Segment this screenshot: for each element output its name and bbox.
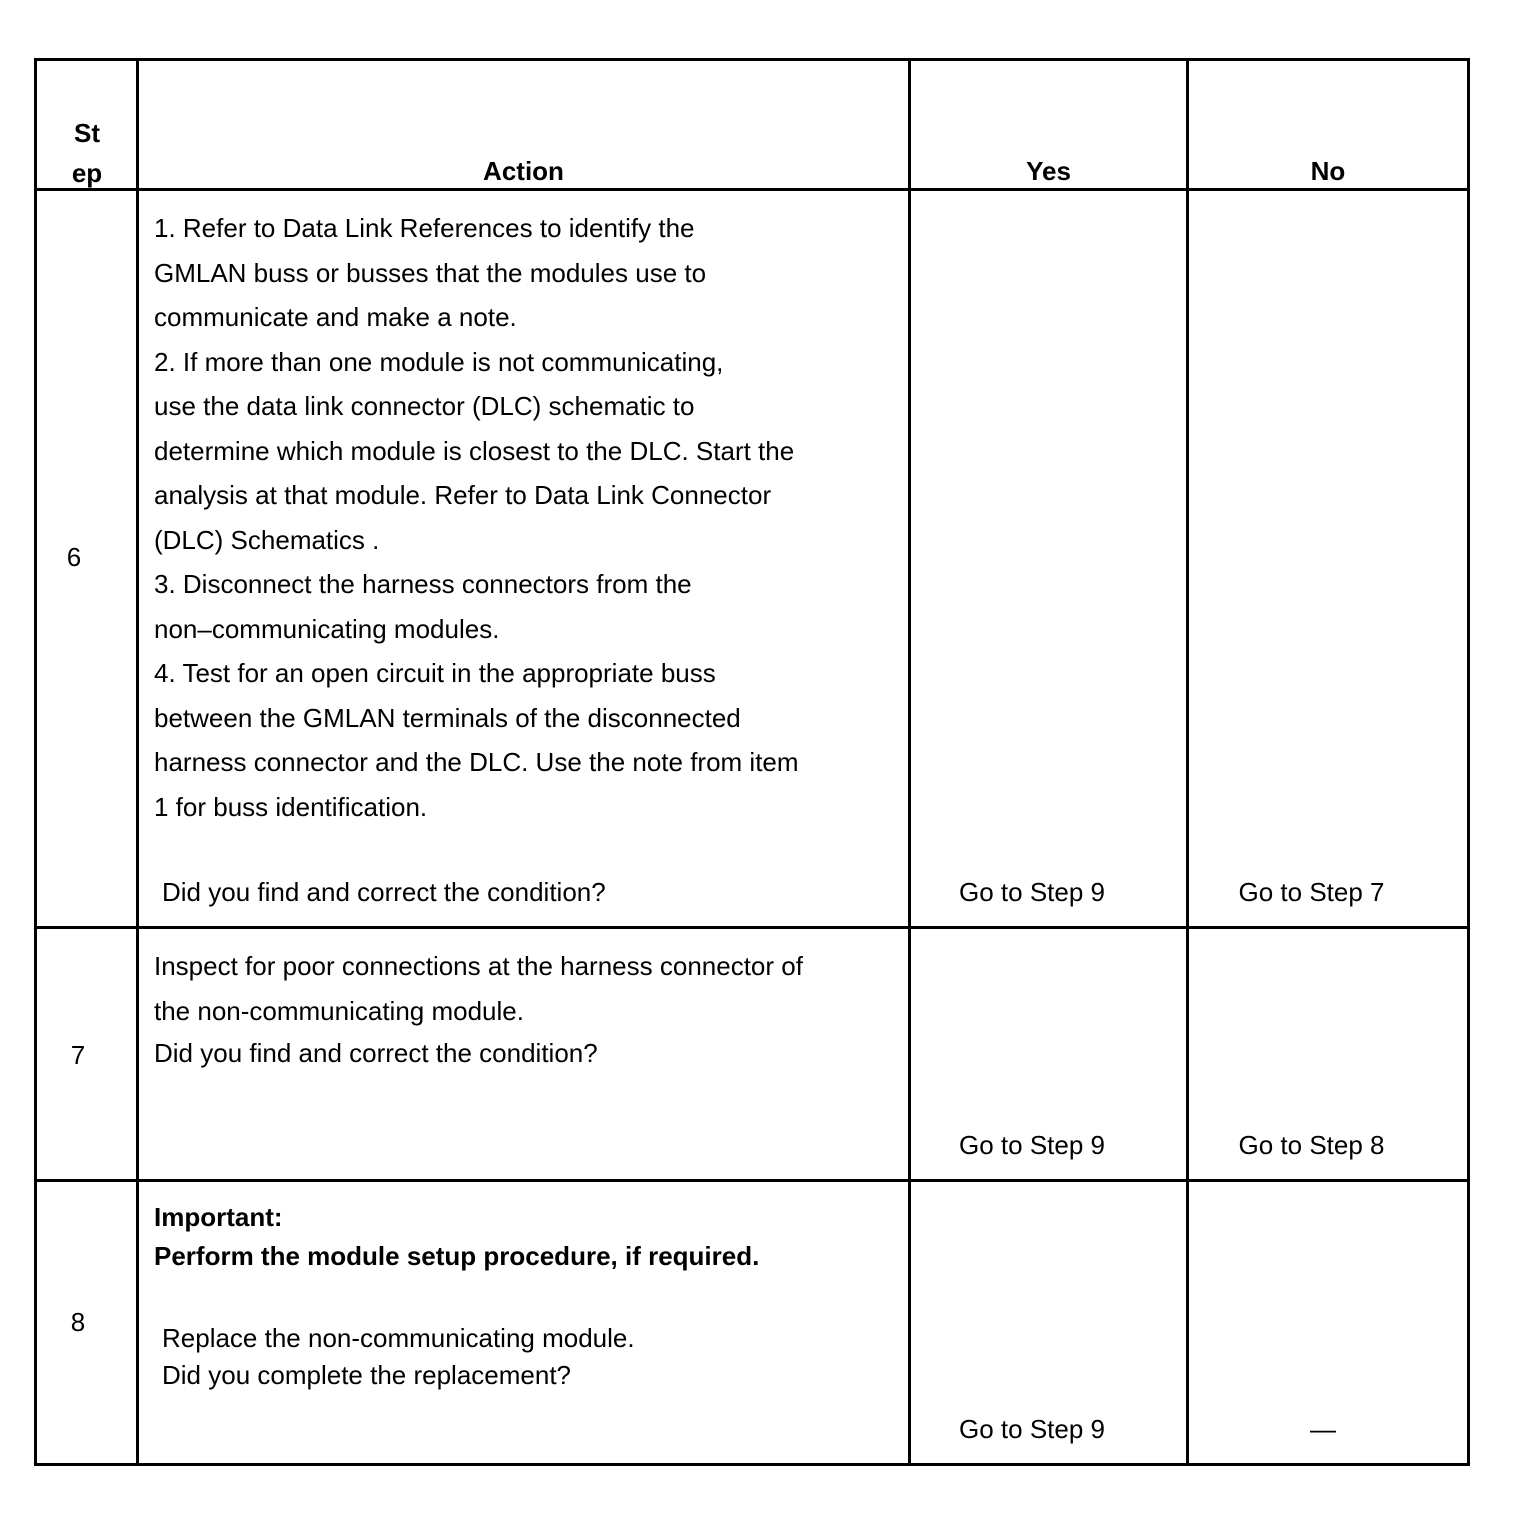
- header-step-line2: ep: [71, 158, 103, 188]
- step-6-question: Did you find and correct the condition?: [162, 877, 606, 907]
- row-divider-6-7: [34, 926, 1470, 929]
- step-number-7: 7: [70, 1040, 86, 1070]
- step-6-line: analysis at that module. Refer to Data Link Connector: [154, 480, 772, 510]
- step-8-line: Replace the non-communicating module.: [162, 1323, 635, 1353]
- header-no: No: [1310, 156, 1346, 186]
- step-7-line: Did you find and correct the condition?: [154, 1038, 598, 1068]
- step-6-line: communicate and make a note.: [154, 302, 517, 332]
- step-6-line: GMLAN buss or busses that the modules use to: [154, 257, 707, 288]
- step-6-line: 1 for buss identification.: [154, 791, 428, 822]
- step-7-action: [154, 944, 803, 1073]
- step-7-line: Inspect for poor connections at the harness connector of: [154, 951, 803, 981]
- step-6-action: [154, 206, 799, 829]
- step-8-action: [162, 1320, 635, 1394]
- header-yes: Yes: [1026, 156, 1071, 186]
- diagnostic-table: [34, 58, 1470, 1466]
- step-8-yes: Go to Step 9: [959, 1414, 1105, 1444]
- step-8-line: Did you complete the replacement?: [162, 1360, 572, 1390]
- important-text: Perform the module setup procedure, if required.: [154, 1241, 760, 1271]
- column-divider-step: [136, 58, 139, 1466]
- header-step: [37, 113, 137, 193]
- step-number-6: 6: [66, 542, 82, 572]
- step-6-line: non–communicating modules.: [154, 613, 500, 644]
- table-border-left: [34, 58, 37, 1466]
- table-border-bottom: [34, 1463, 1470, 1466]
- step-6-line: between the GMLAN terminals of the disconnected: [154, 702, 741, 733]
- step-number-8: 8: [70, 1307, 86, 1337]
- step-6-line: 1. Refer to Data Link References to identify the: [154, 213, 695, 243]
- header-step-line1: St: [74, 118, 100, 148]
- header-divider: [34, 188, 1470, 191]
- table-border-top: [34, 58, 1470, 61]
- step-7-yes: Go to Step 9: [959, 1130, 1105, 1160]
- column-divider-yes: [1186, 58, 1189, 1466]
- step-6-line: determine which module is closest to the DLC. Start the: [154, 435, 795, 466]
- row-divider-7-8: [34, 1179, 1470, 1182]
- important-label: Important:: [154, 1202, 283, 1232]
- step-8-important: [154, 1199, 759, 1275]
- step-6-no: Go to Step 7: [1238, 877, 1385, 907]
- step-6-line: 4. Test for an open circuit in the appropriate buss: [154, 658, 716, 688]
- column-divider-action: [908, 58, 911, 1466]
- step-6-yes: Go to Step 9: [959, 877, 1105, 907]
- step-6-line: use the data link connector (DLC) schematic to: [154, 391, 695, 421]
- step-6-line: (DLC) Schematics .: [154, 524, 380, 555]
- step-7-line: the non-communicating module.: [154, 996, 524, 1026]
- header-action: Action: [483, 156, 564, 186]
- step-6-line: 2. If more than one module is not communicating,: [154, 346, 724, 377]
- step-6-line: harness connector and the DLC. Use the note from item: [154, 747, 799, 777]
- step-7-no: Go to Step 8: [1238, 1130, 1385, 1160]
- step-8-no: —: [1310, 1414, 1336, 1444]
- table-border-right: [1467, 58, 1470, 1466]
- step-6-line: 3. Disconnect the harness connectors from the: [154, 569, 692, 599]
